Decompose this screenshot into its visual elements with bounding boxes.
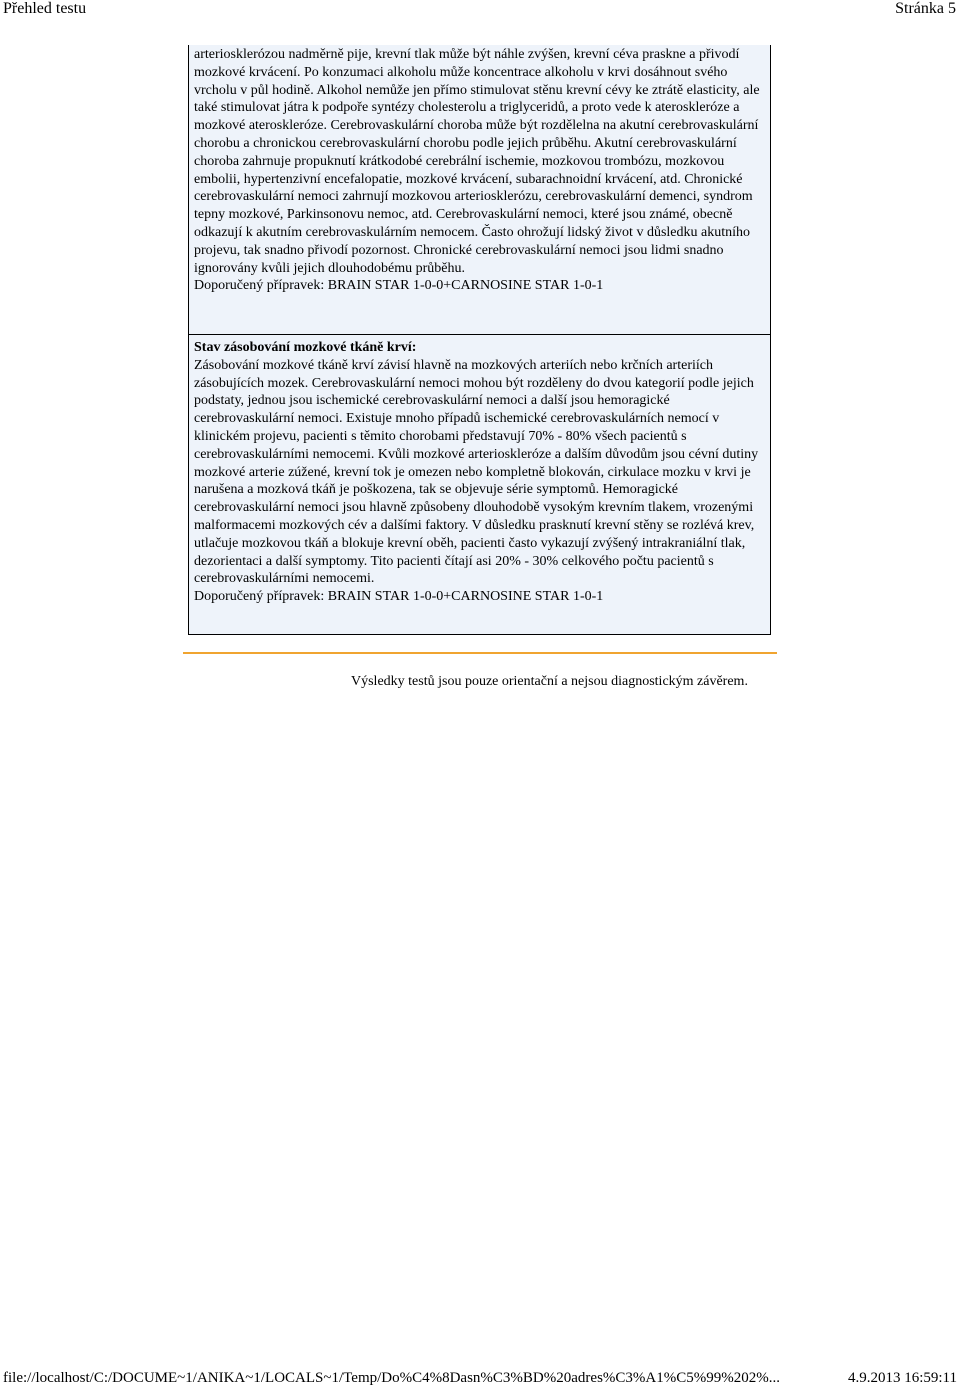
- result-section-alcohol: [188, 45, 771, 335]
- page-header-title: Přehled testu: [3, 0, 87, 17]
- result-section-blood-supply: [188, 335, 771, 635]
- footer-url: file://localhost/C:/DOCUME~1/ANIKA~1/LOCALS~1/Temp/Do%C4%8Dasn%C3%BD%20adres%C3%A1%C5%99%202%...: [3, 1370, 780, 1386]
- page-number: Stránka 5: [895, 0, 956, 17]
- section-heading: Stav zásobování mozkové tkáně krví:: [194, 340, 417, 355]
- recommendation-text: Doporučený přípravek: BRAIN STAR 1-0-0+CARNOSINE STAR 1-0-1: [194, 278, 604, 294]
- section-body-text: arteriosklerózou nadměrně pije, krevní tlak může být náhle zvýšen, krevní céva praskne a přivodí mozkové krvácení. Po konzumaci alkoholu může koncentrace alkoholu v krvi dosáhnout svého vrcholu v půl hodině. Alkohol nemůže jen přímo stimulovat stěnu krevní cévy ke ztrátě elasticity, ale také stimulovat játra k podpoře syntézy cholesterolu a triglyceridů, a proto vede k ateroskleróze a mozkové ateroskleróze. Cerebrovaskulární choroba může být rozdělelna na akutní cerebrovaskulární chorobu a chronickou cerebrovaskulární chorobu podle jejich průběhu. Akutní cerebrovaskulární choroba zahrnuje propuknutí krátkodobé cerebrální ischemie, mozkovou trombózu, mozkovou embolii, hypertenzivní encefalopatie, mozkové krvácení, subarachnoidní krvácení, atd. Chronické cerebrovaskulární nemoci zahrnují mozkovou arteriosklerózu, cerebrovaskulární demenci, syndrom tepny mozkové, Parkinsonovu nemoc, atd. Cerebrovaskulární nemoci, které jsou známé, obecně odkazují k akutním cerebrovaskulárním nemocem. Často ohrožují lidský život v důsledku akutního projevu, tak snadno přivodí pozornost. Chronické cerebrovaskulární nemoci jsou lidmi snadno ignorovány kvůli jejich dlouhodobému průběhu.: [194, 47, 760, 276]
- footer-datetime: 4.9.2013 16:59:11: [847, 1370, 957, 1386]
- recommendation-text: Doporučený přípravek: BRAIN STAR 1-0-0+CARNOSINE STAR 1-0-1: [194, 589, 604, 605]
- disclaimer-text: Výsledky testů jsou pouze orientační a nejsou diagnostickým závěrem.: [351, 674, 748, 689]
- divider-line: [183, 652, 777, 654]
- section-body-text: Zásobování mozkové tkáně krví závisí hlavně na mozkových arteriích nebo krčních arteriích zásobujících mozek. Cerebrovaskulární nemoci mohou být rozděleny do dvou kategorií podle jejich podstaty, jednou jsou ischemické cerebrovaskulární nemoci a další jsou hemoragické cerebrovaskulární nemoci. Existuje mnoho případů ischemické cerebrovaskulárních nemocí v klinickém projevu, pacienti s těmito chorobami představují 70% - 80% všech pacientů s cerebrovaskulárními nemocemi. Kvůli mozkové arterioskleróze a dalším důvodům jsou cévní dutiny mozkové arterie zúžené, krevní tok je omezen nebo kompletně blokován, cirkulace mozku v krvi je narušena a mozková tkáň je poškozena, tak se objevuje série symptomů. Hemoragické cerebrovaskulární nemoci jsou hlavně způsobeny dlouhodobě vysokým krevním tlakem, vrozenými malformacemi mozkových cév a dalšími faktory. V důsledku prasknutí krevní stěny se rozlévá krev, utlačuje mozkovou tkáň a blokuje krevní oběh, pacienti často vykazují zvýšený intrakraniální tlak, dezorientaci a další symptomy. Tito pacienti čítají asi 20% - 30% celkového počtu pacientů s cerebrovaskulárními nemocemi.: [194, 357, 759, 587]
